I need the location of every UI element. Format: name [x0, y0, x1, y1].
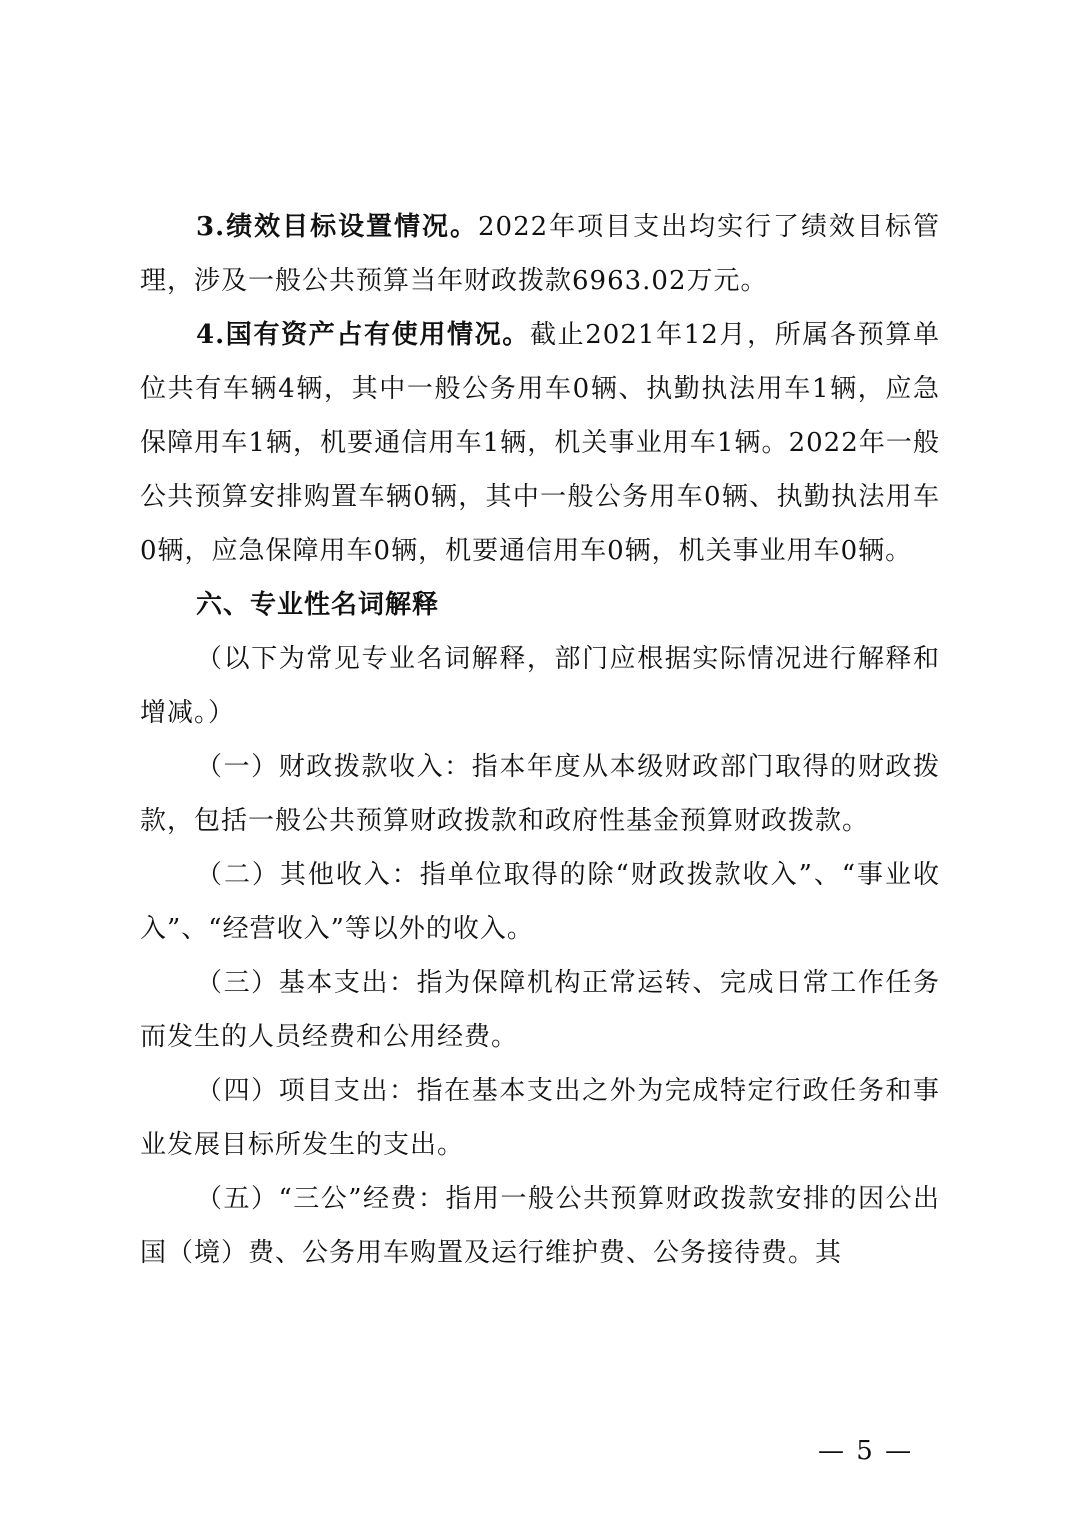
- state-assets-text: 截止2021年12月，所属各预算单位共有车辆4辆，其中一般公务用车0辆、执勤执法用车1辆，应急保障用车1辆，机要通信用车1辆，机关事业用车1辆。2022年一般公共预算安排购置车辆0辆，其中一般公务用车0辆、执勤执法用车0辆，应急保障用车0辆，机要通信用车0辆，机关事业用车0辆。: [140, 320, 940, 566]
- section-heading: 六、专业性名词解释: [196, 590, 440, 620]
- performance-goals-paragraph: [140, 200, 940, 308]
- definition-project-expenditure: （四）项目支出：指在基本支出之外为完成特定行政任务和事业发展目标所发生的支出。: [140, 1076, 940, 1160]
- document-body: [140, 200, 940, 1280]
- definition-fiscal-appropriation-income: （一）财政拨款收入：指本年度从本级财政部门取得的财政拨款，包括一般公共预算财政拨款和政府性基金预算财政拨款。: [140, 752, 940, 836]
- performance-goals-text: 2022年项目支出均实行了绩效目标管理，涉及一般公共预算当年财政拨款6963.02万元。: [140, 212, 940, 296]
- performance-goals-lead: 3.绩效目标设置情况。: [196, 212, 479, 242]
- definition-basic-expenditure: （三）基本支出：指为保障机构正常运转、完成日常工作任务而发生的人员经费和公用经费。: [140, 968, 940, 1052]
- page-number: — 5 —: [818, 1436, 914, 1466]
- definition-other-income: （二）其他收入：指单位取得的除“财政拨款收入”、“事业收入”、“经营收入”等以外的收入。: [140, 860, 940, 944]
- definitions-note: （以下为常见专业名词解释，部门应根据实际情况进行解释和增减。）: [140, 644, 940, 728]
- state-assets-lead: 4.国有资产占有使用情况。: [196, 320, 530, 350]
- definition-three-public-expenses: （五）“三公”经费：指用一般公共预算财政拨款安排的因公出国（境）费、公务用车购置及运行维护费、公务接待费。其: [140, 1184, 940, 1268]
- state-assets-paragraph: [140, 308, 940, 578]
